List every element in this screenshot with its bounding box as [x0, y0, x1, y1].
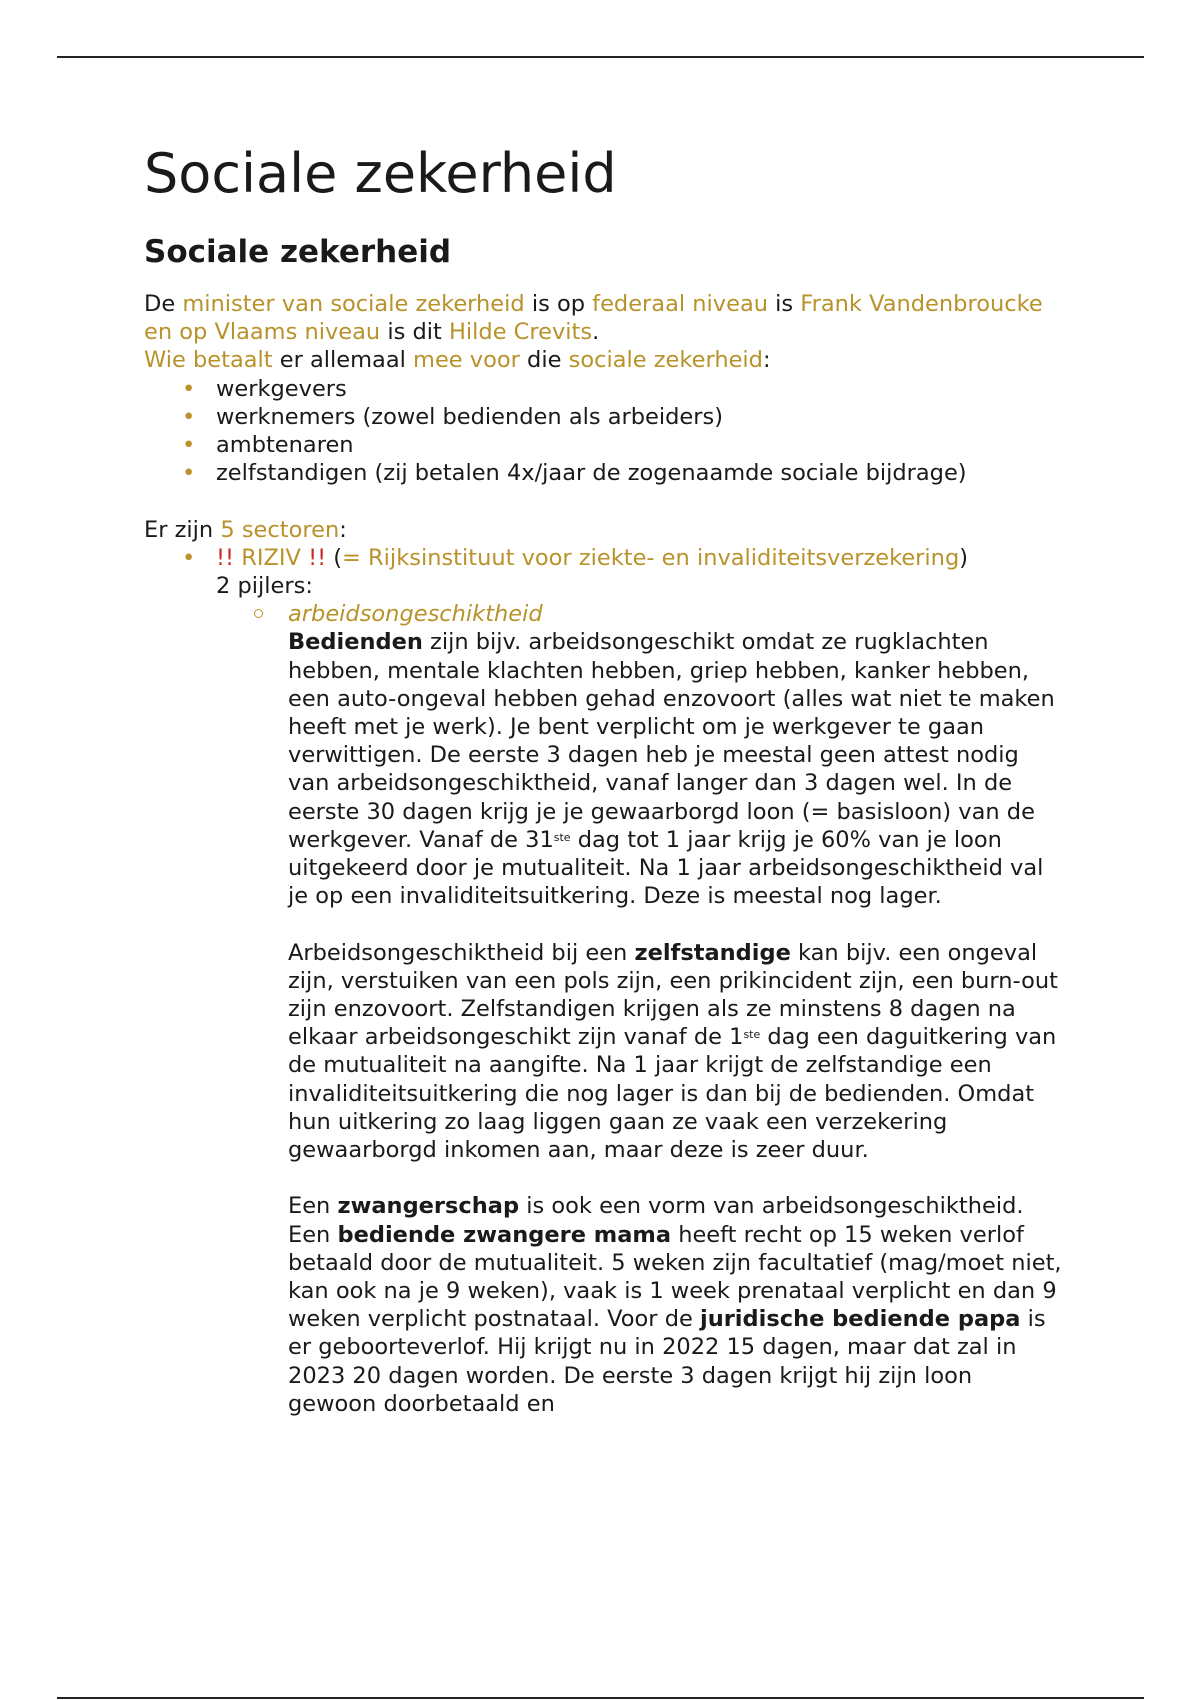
intro-paragraph: De minister van sociale zekerheid is op federaal niveau is Frank Vandenbroucke en op Vlaams niveau is dit Hilde Crevits. Wie betaalt er allemaal mee voor die sociale zekerheid: — [144, 291, 1043, 374]
paragraph-bedienden: Bedienden zijn bijv. arbeidsongeschikt omdat ze rugklachten hebben, mentale klachten hebben, griep hebben, kanker hebben, een auto-ongeval hebben gehad enzovoort (alles wat niet te maken heeft met je werk). Je bent verplicht om je werkgever te gaan verwittigen. De eerste 3 dagen heb je meestal geen attest nodig van arbeidsongeschiktheid, vanaf langer dan 3 dagen wel. In de eerste 30 dagen krijg je je gewaarborgd loon (= basisloon) van de werkgever. Vanaf de 31ste dag tot 1 jaar krijg je 60% van je loon uitgekeerd door je mutualiteit. Na 1 jaar arbeidsongeschiktheid val je op een invaliditeitsuitkering. Deze is meestal nog lager. — [288, 629, 1055, 910]
paragraph-zwangerschap: Een zwangerschap is ook een vorm van arbeidsongeschiktheid. — [288, 1193, 1024, 1220]
pillar-item — [288, 600, 1064, 1418]
list-item: • werkgevers — [216, 375, 1064, 403]
list-item: • zelfstandigen (zij betalen 4x/jaar de zogenaamde sociale bijdrage) — [216, 459, 1064, 487]
sectors-list — [144, 544, 1064, 1418]
payers-list — [144, 375, 1064, 488]
bottom-rule — [57, 1697, 1144, 1699]
document-body — [144, 136, 1064, 1418]
circle-bullet-icon — [254, 609, 263, 618]
pillars-list — [216, 600, 1064, 1418]
pillars-label: 2 pijlers: — [216, 573, 313, 600]
list-item: • werknemers (zowel bedienden als arbeiders) — [216, 403, 1064, 431]
list-item: • ambtenaren — [216, 431, 1064, 459]
page-title: Sociale zekerheid — [144, 142, 617, 205]
top-rule — [57, 56, 1144, 58]
paragraph-zelfstandige: Arbeidsongeschiktheid bij een zelfstandige kan bijv. een ongeval zijn, verstuiken van een pols zijn, een prikincident zijn, een burn-out zijn enzovoort. Zelfstandigen krijgen als ze minstens 8 dagen na elkaar arbeidsongeschikt zijn vanaf de 1ste dag een daguitkering van de mutualiteit na aangifte. Na 1 jaar krijgt de zelfstandige een invaliditeitsuitkering die nog lager is dan bij de bedienden. Omdat hun uitkering zo laag liggen gaan ze vaak een verzekering gewaarborgd inkomen aan, maar deze is zeer duur. — [288, 939, 1058, 1164]
sector-item-riziv: • !! RIZIV !! (= Rijksinstituut voor ziekte- en invaliditeitsverzekering) 2 pijlers: arbeidsongeschiktheid Bedienden zijn bijv. arbeidsongeschikt omdat ze rugklachten hebben, mentale klachten hebben, griep hebben, kanker hebben, een auto-ongeval hebben gehad enzovoort (alles wat niet te maken heeft met je werk). Je bent verplicht om je werkgever te gaan verwittigen. De eerste 3 dagen heb je meestal geen attest nodig van arbeidsongeschiktheid, vanaf langer dan 3 dagen wel. In de eerste 30 dagen krijg je je gewaarborgd loon (= basisloon) van de werkgever. Vanaf de 31ste dag tot 1 jaar krijg je 60% van je loon uitgekeerd door je mutualiteit. Na 1 jaar arbeidsongeschiktheid val je op een invaliditeitsuitkering. Deze is meestal nog lager. Arbeidsongeschiktheid bij een zelfstandige kan bijv. een ongeval zijn, verstuiken van een pols zijn, een prikincident zijn, een burn-out zijn enzovoort. Zelfstandigen krijgen als ze minstens 8 dagen na elkaar arbeidsongeschikt zijn vanaf de 1ste dag een daguitkering van de mutualiteit na aangifte. Na 1 jaar krijgt de zelfstandige een invaliditeitsuitkering die nog lager is dan bij de bedienden. Omdat hun uitkering zo laag liggen gaan ze vaak een verzekering gewaarborgd inkomen aan, maar deze is zeer duur. Een zwangerschap is ook een vorm van arbeidsongeschiktheid. Een bediende zwangere mama heeft recht op 15 weken verlof betaald door de mutualiteit. 5 weken zijn facultatief (mag/moet niet, kan ook na je 9 weken), vaak is 1 week prenataal verplicht en dan 9 weken verplicht postnataal. Voor de juridische bediende papa is er geboorteverlof. Hij krijgt nu in 2022 15 dagen, maar dat zal in 2023 20 dagen worden. De eerste 3 dagen krijgt hij zijn loon gewoon doorbetaald en — [216, 544, 1064, 1418]
paragraph-zwangere-mama: Een bediende zwangere mama heeft recht op 15 weken verlof betaald door de mutualiteit. 5 weken zijn facultatief (mag/moet niet, kan ook na je 9 weken), vaak is 1 week prenataal verplicht en dan 9 weken verplicht postnataal. Voor de juridische bediende papa is er geboorteverlof. Hij krijgt nu in 2022 15 dagen, maar dat zal in 2023 20 dagen worden. De eerste 3 dagen krijgt hij zijn loon gewoon doorbetaald en — [288, 1221, 1062, 1417]
sectors-intro: Er zijn 5 sectoren: — [144, 516, 347, 543]
section-heading: Sociale zekerheid — [144, 234, 452, 270]
pillar-title: arbeidsongeschiktheid — [288, 601, 543, 628]
